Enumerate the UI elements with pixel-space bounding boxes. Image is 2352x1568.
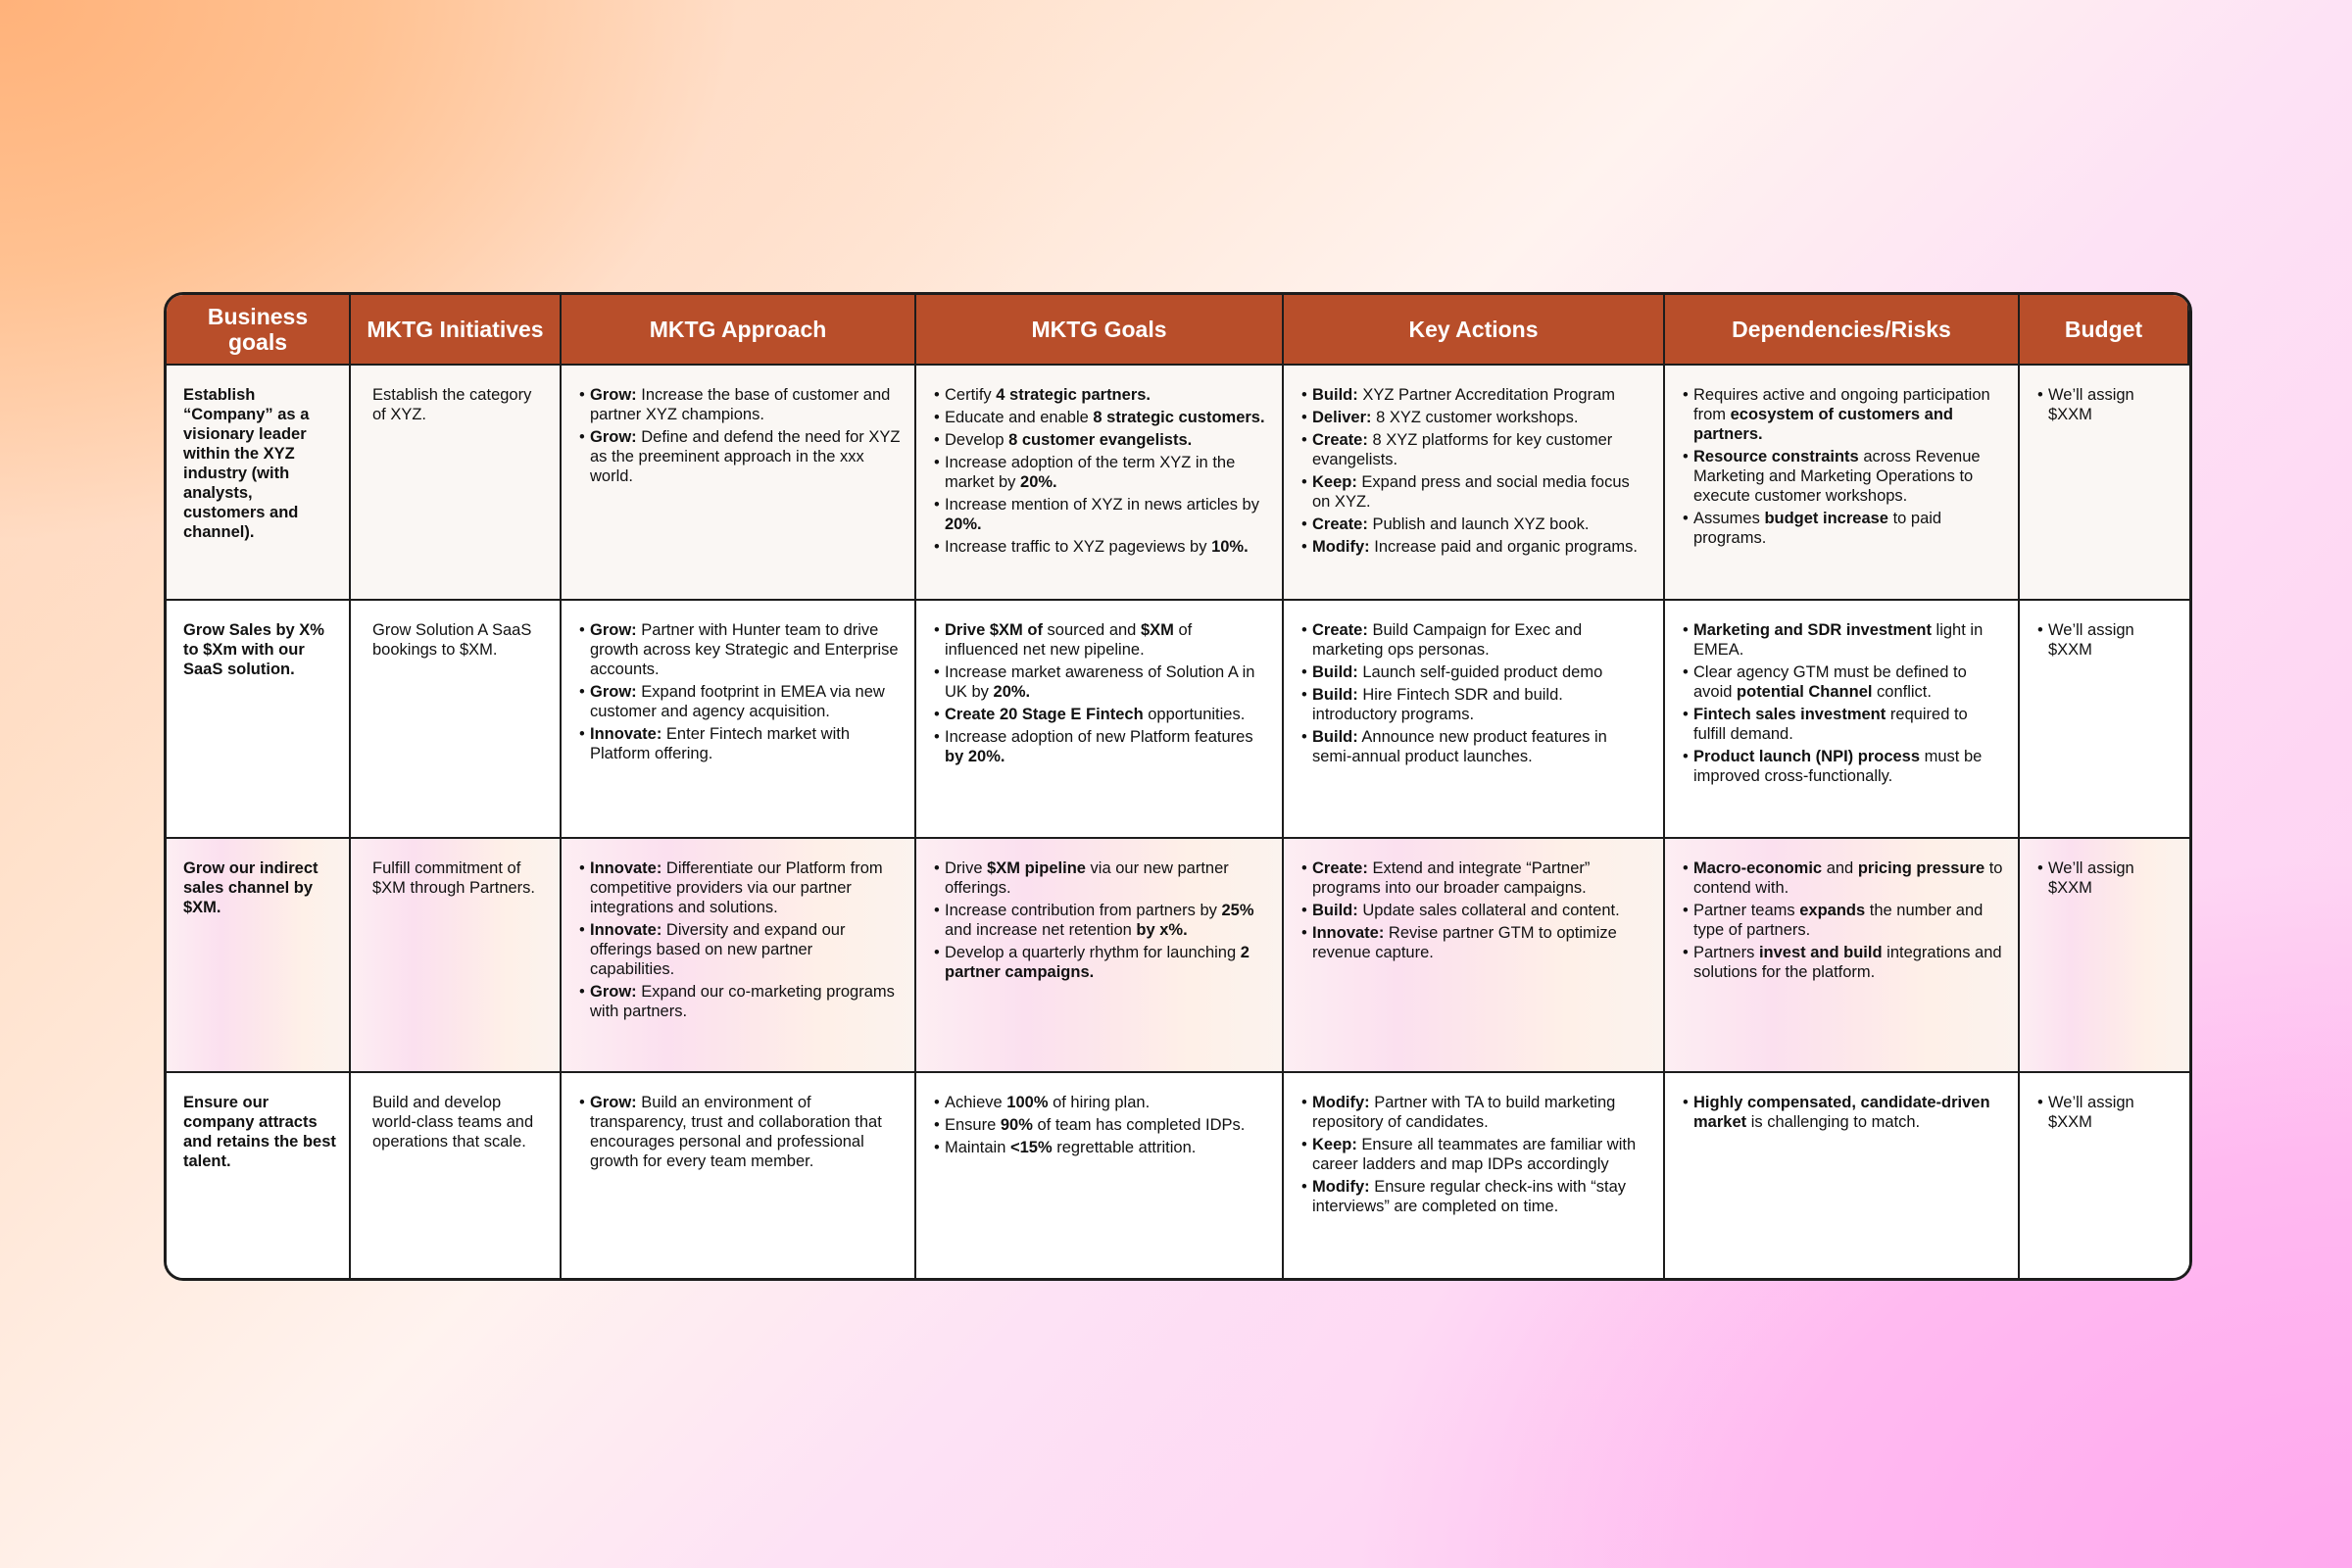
business-goal-cell: Ensure our company attracts and retains the best talent. xyxy=(167,1071,351,1278)
bullet-item: • Requires active and ongoing participation from ecosystem of customers and partners. xyxy=(1683,385,2004,444)
bullet-item: • Macro-economic and pricing pressure to contend with. xyxy=(1683,858,2004,898)
approach-list xyxy=(579,385,901,486)
approach-list xyxy=(579,1093,901,1171)
risks-cell xyxy=(1665,599,2020,837)
actions-cell xyxy=(1284,364,1665,599)
approach-cell xyxy=(562,599,916,837)
bullet-item: • Product launch (NPI) process must be improved cross-functionally. xyxy=(1683,747,2004,786)
bullet-item: • Keep: Ensure all teammates are familiar with career ladders and map IDPs accordingly xyxy=(1301,1135,1649,1174)
bullet-item: • Build: Hire Fintech SDR and build. introductory programs. xyxy=(1301,685,1649,724)
risks-cell xyxy=(1665,837,2020,1071)
bullet-item: • Build: Launch self-guided product demo xyxy=(1301,662,1649,682)
initiative-cell: Fulfill commitment of $XM through Partners. xyxy=(351,837,562,1071)
business-goal-cell: Grow our indirect sales channel by $XM. xyxy=(167,837,351,1071)
bullet-item: • We’ll assign $XXM xyxy=(2037,620,2176,660)
bullet-item: • Grow: Define and defend the need for XYZ as the preeminent approach in the xxx world. xyxy=(579,427,901,486)
bullet-item: • Increase mention of XYZ in news articles by 20%. xyxy=(934,495,1268,534)
bullet-item: • Create: 8 XYZ platforms for key customer evangelists. xyxy=(1301,430,1649,469)
budget-cell xyxy=(2020,1071,2189,1278)
approach-cell xyxy=(562,364,916,599)
bullet-item: • Modify: Partner with TA to build marketing repository of candidates. xyxy=(1301,1093,1649,1132)
bullet-item: • We’ll assign $XXM xyxy=(2037,1093,2176,1132)
bullet-item: • Achieve 100% of hiring plan. xyxy=(934,1093,1268,1112)
bullet-item: • Create: Extend and integrate “Partner” programs into our broader campaigns. xyxy=(1301,858,1649,898)
bullet-item: • Resource constraints across Revenue Marketing and Marketing Operations to execute customer workshops. xyxy=(1683,447,2004,506)
goals-list xyxy=(934,1093,1268,1157)
bullet-item: • We’ll assign $XXM xyxy=(2037,858,2176,898)
bullet-item: • Grow: Expand footprint in EMEA via new customer and agency acquisition. xyxy=(579,682,901,721)
bullet-item: • Build: Announce new product features in semi-annual product launches. xyxy=(1301,727,1649,766)
bullet-item: • Grow: Expand our co-marketing programs with partners. xyxy=(579,982,901,1021)
budget-cell xyxy=(2020,599,2189,837)
bullet-item: • Modify: Increase paid and organic programs. xyxy=(1301,537,1649,557)
actions-list xyxy=(1301,1093,1649,1216)
bullet-item: • Highly compensated, candidate-driven market is challenging to match. xyxy=(1683,1093,2004,1132)
header-dependencies-risks: Dependencies/Risks xyxy=(1665,295,2020,364)
bullet-item: • Create: Build Campaign for Exec and marketing ops personas. xyxy=(1301,620,1649,660)
approach-list xyxy=(579,620,901,763)
goals-cell xyxy=(916,837,1284,1071)
goals-list xyxy=(934,858,1268,982)
bullet-item: • Keep: Expand press and social media focus on XYZ. xyxy=(1301,472,1649,512)
risks-list xyxy=(1683,385,2004,548)
bullet-item: • Grow: Build an environment of transparency, trust and collaboration that encourages personal and professional growth for every team member. xyxy=(579,1093,901,1171)
bullet-item: • Innovate: Diversity and expand our offerings based on new partner capabilities. xyxy=(579,920,901,979)
header-budget: Budget xyxy=(2020,295,2189,364)
bullet-item: • Innovate: Differentiate our Platform from competitive providers via our partner integrations and solutions. xyxy=(579,858,901,917)
budget-list xyxy=(2037,385,2176,424)
bullet-item: • Increase adoption of new Platform features by 20%. xyxy=(934,727,1268,766)
risks-list xyxy=(1683,858,2004,982)
goals-cell xyxy=(916,599,1284,837)
bullet-item: • We’ll assign $XXM xyxy=(2037,385,2176,424)
risks-list xyxy=(1683,620,2004,786)
bullet-item: • Fintech sales investment required to fulfill demand. xyxy=(1683,705,2004,744)
bullet-item: • Innovate: Enter Fintech market with Platform offering. xyxy=(579,724,901,763)
actions-cell xyxy=(1284,599,1665,837)
bullet-item: • Develop 8 customer evangelists. xyxy=(934,430,1268,450)
goals-cell xyxy=(916,1071,1284,1278)
bullet-item: • Modify: Ensure regular check-ins with “stay interviews” are completed on time. xyxy=(1301,1177,1649,1216)
bullet-item: • Partners invest and build integrations and solutions for the platform. xyxy=(1683,943,2004,982)
marketing-plan-table xyxy=(164,292,2192,1281)
approach-cell xyxy=(562,837,916,1071)
bullet-item: • Grow: Increase the base of customer and partner XYZ champions. xyxy=(579,385,901,424)
bullet-item: • Innovate: Revise partner GTM to optimize revenue capture. xyxy=(1301,923,1649,962)
initiative-cell: Grow Solution A SaaS bookings to $XM. xyxy=(351,599,562,837)
bullet-item: • Develop a quarterly rhythm for launching 2 partner campaigns. xyxy=(934,943,1268,982)
budget-list xyxy=(2037,858,2176,898)
header-business-goals: Business goals xyxy=(167,295,351,364)
bullet-item: • Build: XYZ Partner Accreditation Program xyxy=(1301,385,1649,405)
bullet-item: • Create 20 Stage E Fintech opportunities. xyxy=(934,705,1268,724)
header-mktg-approach: MKTG Approach xyxy=(562,295,916,364)
initiative-cell: Build and develop world-class teams and operations that scale. xyxy=(351,1071,562,1278)
bullet-item: • Partner teams expands the number and type of partners. xyxy=(1683,901,2004,940)
bullet-item: • Ensure 90% of team has completed IDPs. xyxy=(934,1115,1268,1135)
bullet-item: • Build: Update sales collateral and content. xyxy=(1301,901,1649,920)
initiative-cell: Establish the category of XYZ. xyxy=(351,364,562,599)
bullet-item: • Increase adoption of the term XYZ in the market by 20%. xyxy=(934,453,1268,492)
actions-cell xyxy=(1284,1071,1665,1278)
bullet-item: • Maintain <15% regrettable attrition. xyxy=(934,1138,1268,1157)
bullet-item: • Increase contribution from partners by 25% and increase net retention by x%. xyxy=(934,901,1268,940)
goals-list xyxy=(934,620,1268,766)
bullet-item: • Certify 4 strategic partners. xyxy=(934,385,1268,405)
goals-list xyxy=(934,385,1268,557)
bullet-item: • Increase market awareness of Solution A in UK by 20%. xyxy=(934,662,1268,702)
budget-cell xyxy=(2020,837,2189,1071)
actions-list xyxy=(1301,620,1649,766)
header-key-actions: Key Actions xyxy=(1284,295,1665,364)
actions-cell xyxy=(1284,837,1665,1071)
bullet-item: • Marketing and SDR investment light in EMEA. xyxy=(1683,620,2004,660)
header-mktg-goals: MKTG Goals xyxy=(916,295,1284,364)
risks-cell xyxy=(1665,1071,2020,1278)
header-mktg-initiatives: MKTG Initiatives xyxy=(351,295,562,364)
bullet-item: • Educate and enable 8 strategic customers. xyxy=(934,408,1268,427)
business-goal-cell: Grow Sales by X% to $Xm with our SaaS solution. xyxy=(167,599,351,837)
budget-cell xyxy=(2020,364,2189,599)
risks-list xyxy=(1683,1093,2004,1132)
bullet-item: • Create: Publish and launch XYZ book. xyxy=(1301,514,1649,534)
approach-list xyxy=(579,858,901,1021)
actions-list xyxy=(1301,385,1649,557)
actions-list xyxy=(1301,858,1649,962)
bullet-item: • Increase traffic to XYZ pageviews by 10%. xyxy=(934,537,1268,557)
goals-cell xyxy=(916,364,1284,599)
bullet-item: • Clear agency GTM must be defined to avoid potential Channel conflict. xyxy=(1683,662,2004,702)
bullet-item: • Drive $XM of sourced and $XM of influenced net new pipeline. xyxy=(934,620,1268,660)
bullet-item: • Grow: Partner with Hunter team to drive growth across key Strategic and Enterprise accounts. xyxy=(579,620,901,679)
approach-cell xyxy=(562,1071,916,1278)
budget-list xyxy=(2037,620,2176,660)
bullet-item: • Assumes budget increase to paid programs. xyxy=(1683,509,2004,548)
bullet-item: • Deliver: 8 XYZ customer workshops. xyxy=(1301,408,1649,427)
budget-list xyxy=(2037,1093,2176,1132)
bullet-item: • Drive $XM pipeline via our new partner offerings. xyxy=(934,858,1268,898)
risks-cell xyxy=(1665,364,2020,599)
business-goal-cell: Establish “Company” as a visionary leader within the XYZ industry (with analysts, customers and channel). xyxy=(167,364,351,599)
